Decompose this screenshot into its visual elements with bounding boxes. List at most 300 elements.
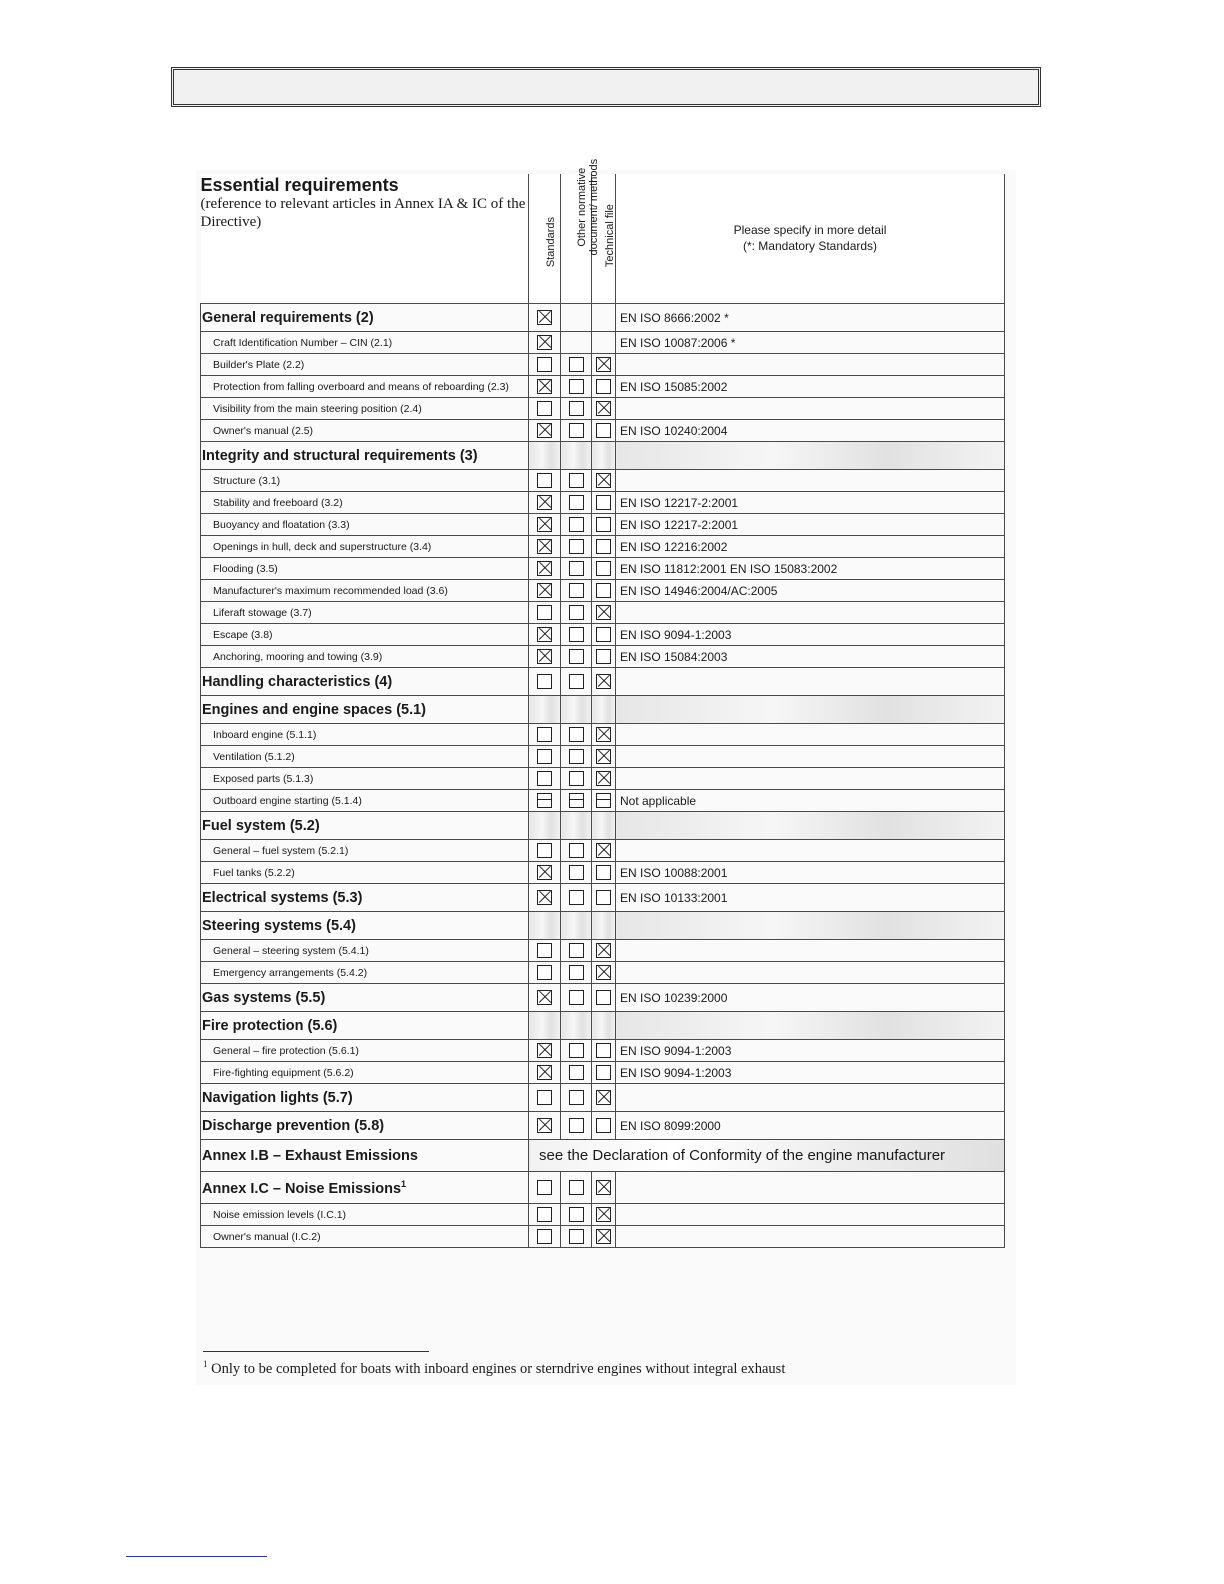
other-methods-checkbox[interactable] — [569, 793, 584, 808]
technical-file-checkbox[interactable] — [596, 1118, 611, 1133]
check-cell — [561, 304, 592, 332]
check-cell — [592, 470, 616, 492]
check-cell — [592, 668, 616, 696]
technical-file-checkbox[interactable] — [596, 357, 611, 372]
detail-cell — [616, 840, 1005, 862]
check-cell — [561, 580, 592, 602]
technical-file-checkbox[interactable] — [596, 674, 611, 689]
table-row — [201, 1204, 1005, 1226]
standards-checkbox[interactable] — [537, 627, 552, 642]
technical-file-checkbox[interactable] — [596, 561, 611, 576]
check-cell — [561, 602, 592, 624]
check-cell — [561, 724, 592, 746]
other-methods-checkbox[interactable] — [569, 1180, 584, 1195]
other-methods-checkbox[interactable] — [569, 605, 584, 620]
technical-file-checkbox[interactable] — [596, 771, 611, 786]
technical-file-checkbox[interactable] — [596, 539, 611, 554]
requirement-label — [201, 442, 529, 470]
check-cell — [529, 1084, 561, 1112]
other-methods-checkbox[interactable] — [569, 627, 584, 642]
requirement-text: Protection from falling overboard and means of reboarding (2.3) — [213, 380, 509, 393]
detail-cell — [616, 354, 1005, 376]
standards-checkbox[interactable] — [537, 771, 552, 786]
standards-checkbox[interactable] — [537, 965, 552, 980]
check-cell — [592, 304, 616, 332]
technical-file-checkbox[interactable] — [596, 627, 611, 642]
standards-checkbox[interactable] — [537, 605, 552, 620]
check-cell — [529, 1172, 561, 1204]
check-cell — [529, 470, 561, 492]
technical-file-checkbox[interactable] — [596, 1180, 611, 1195]
table-row — [201, 790, 1005, 812]
check-cell — [529, 840, 561, 862]
detail-cell: EN ISO 10240:2004 — [616, 420, 1005, 442]
check-cell — [592, 514, 616, 536]
check-cell — [592, 768, 616, 790]
standards-checkbox[interactable] — [537, 495, 552, 510]
check-cell — [592, 376, 616, 398]
standards-checkbox[interactable] — [537, 990, 552, 1005]
requirement-text: Flooding (3.5) — [213, 562, 278, 575]
requirement-label — [201, 1040, 529, 1062]
requirement-label — [201, 746, 529, 768]
standards-checkbox[interactable] — [537, 674, 552, 689]
requirement-text: Electrical systems (5.3) — [202, 889, 363, 906]
detail-cell: EN ISO 10088:2001 — [616, 862, 1005, 884]
detail-cell: EN ISO 12217-2:2001 — [616, 514, 1005, 536]
other-methods-checkbox[interactable] — [569, 561, 584, 576]
check-cell — [592, 398, 616, 420]
requirement-label — [201, 1204, 529, 1226]
check-cell — [529, 746, 561, 768]
check-cell — [592, 724, 616, 746]
other-methods-checkbox[interactable] — [569, 539, 584, 554]
requirement-text: Fuel tanks (5.2.2) — [213, 866, 295, 879]
standards-checkbox[interactable] — [537, 517, 552, 532]
requirement-label — [201, 1140, 529, 1172]
check-cell — [592, 884, 616, 912]
requirement-label — [201, 790, 529, 812]
shaded-cell — [561, 912, 592, 940]
detail-cell — [616, 1084, 1005, 1112]
standards-checkbox[interactable] — [537, 401, 552, 416]
detail-cell: EN ISO 15084:2003 — [616, 646, 1005, 668]
requirement-text: Steering systems (5.4) — [202, 917, 356, 934]
table-row — [201, 1012, 1005, 1040]
requirement-text: Fuel system (5.2) — [202, 817, 320, 834]
detail-cell: EN ISO 9094-1:2003 — [616, 624, 1005, 646]
detail-cell: Not applicable — [616, 790, 1005, 812]
other-methods-checkbox[interactable] — [569, 473, 584, 488]
detail-cell: EN ISO 10239:2000 — [616, 984, 1005, 1012]
detail-cell — [616, 1172, 1005, 1204]
shaded-cell — [561, 696, 592, 724]
check-cell — [561, 470, 592, 492]
technical-file-checkbox[interactable] — [596, 495, 611, 510]
requirement-text: Openings in hull, deck and superstructure (3.4) — [213, 540, 432, 553]
detail-cell — [616, 470, 1005, 492]
check-cell — [561, 420, 592, 442]
technical-file-checkbox[interactable] — [596, 865, 611, 880]
check-cell — [561, 984, 592, 1012]
requirement-text: Owner's manual (2.5) — [213, 424, 314, 437]
standards-checkbox[interactable] — [537, 1118, 552, 1133]
other-methods-checkbox[interactable] — [569, 727, 584, 742]
check-cell — [561, 790, 592, 812]
requirement-label — [201, 912, 529, 940]
check-cell — [529, 492, 561, 514]
other-methods-checkbox[interactable] — [569, 357, 584, 372]
standards-checkbox[interactable] — [537, 890, 552, 905]
requirement-label — [201, 1172, 529, 1204]
shaded-cell — [616, 696, 1005, 724]
table-row — [201, 768, 1005, 790]
requirement-text: Emergency arrangements (5.4.2) — [213, 966, 368, 979]
check-cell — [529, 580, 561, 602]
table-row — [201, 884, 1005, 912]
check-cell — [529, 862, 561, 884]
check-cell — [561, 376, 592, 398]
detail-cell — [616, 746, 1005, 768]
check-cell — [592, 558, 616, 580]
requirement-label — [201, 470, 529, 492]
technical-file-checkbox[interactable] — [596, 1090, 611, 1105]
detail-cell: EN ISO 10087:2006 * — [616, 332, 1005, 354]
technical-file-checkbox[interactable] — [596, 649, 611, 664]
other-methods-checkbox[interactable] — [569, 1229, 584, 1244]
standards-checkbox[interactable] — [537, 843, 552, 858]
check-cell — [561, 1172, 592, 1204]
standards-checkbox[interactable] — [537, 749, 552, 764]
other-methods-checkbox[interactable] — [569, 583, 584, 598]
detail-cell: EN ISO 12217-2:2001 — [616, 492, 1005, 514]
standards-checkbox[interactable] — [537, 423, 552, 438]
table-row — [201, 940, 1005, 962]
requirement-text: Exposed parts (5.1.3) — [213, 772, 314, 785]
standards-checkbox[interactable] — [537, 539, 552, 554]
check-cell — [561, 862, 592, 884]
requirement-label — [201, 768, 529, 790]
requirement-text: Craft Identification Number – CIN (2.1) — [213, 336, 393, 349]
requirement-text: Stability and freeboard (3.2) — [213, 496, 343, 509]
requirement-text: Inboard engine (5.1.1) — [213, 728, 317, 741]
check-cell — [592, 492, 616, 514]
requirement-text: General – steering system (5.4.1) — [213, 944, 369, 957]
other-methods-checkbox[interactable] — [569, 1118, 584, 1133]
check-cell — [561, 514, 592, 536]
check-cell — [592, 1084, 616, 1112]
requirement-text: Manufacturer's maximum recommended load (3.6) — [213, 584, 448, 597]
check-cell — [529, 398, 561, 420]
requirements-table — [200, 158, 1005, 1248]
standards-checkbox[interactable] — [537, 649, 552, 664]
requirement-label — [201, 558, 529, 580]
detail-cell — [616, 962, 1005, 984]
technical-file-checkbox[interactable] — [596, 990, 611, 1005]
requirement-text: Ventilation (5.1.2) — [213, 750, 295, 763]
other-methods-checkbox[interactable] — [569, 943, 584, 958]
detail-cell — [616, 768, 1005, 790]
technical-file-checkbox[interactable] — [596, 473, 611, 488]
other-methods-checkbox[interactable] — [569, 401, 584, 416]
other-methods-checkbox[interactable] — [569, 423, 584, 438]
technical-file-checkbox[interactable] — [596, 943, 611, 958]
check-cell — [561, 1112, 592, 1140]
check-cell — [592, 354, 616, 376]
table-row — [201, 602, 1005, 624]
other-methods-checkbox[interactable] — [569, 965, 584, 980]
shaded-cell — [616, 1012, 1005, 1040]
shaded-cell — [561, 442, 592, 470]
check-cell — [529, 304, 561, 332]
check-cell — [529, 354, 561, 376]
technical-file-checkbox[interactable] — [596, 727, 611, 742]
requirement-label — [201, 514, 529, 536]
technical-file-checkbox[interactable] — [596, 423, 611, 438]
detail-cell — [616, 602, 1005, 624]
header-other-label: Other normative document/ methods — [576, 158, 601, 256]
check-cell — [592, 1226, 616, 1248]
technical-file-checkbox[interactable] — [596, 401, 611, 416]
header-detail-line1: Please specify in more detail — [733, 222, 887, 237]
detail-cell: EN ISO 9094-1:2003 — [616, 1040, 1005, 1062]
shaded-cell — [592, 912, 616, 940]
check-cell — [529, 376, 561, 398]
detail-cell: EN ISO 9094-1:2003 — [616, 1062, 1005, 1084]
shaded-cell — [592, 1012, 616, 1040]
technical-file-checkbox[interactable] — [596, 1229, 611, 1244]
requirement-text: Escape (3.8) — [213, 628, 273, 641]
requirement-label — [201, 398, 529, 420]
other-methods-checkbox[interactable] — [569, 843, 584, 858]
requirement-label — [201, 1062, 529, 1084]
standards-checkbox[interactable] — [537, 1043, 552, 1058]
technical-file-checkbox[interactable] — [596, 583, 611, 598]
table-row — [201, 514, 1005, 536]
detail-cell — [616, 1226, 1005, 1248]
standards-checkbox[interactable] — [537, 379, 552, 394]
table-row — [201, 492, 1005, 514]
check-cell — [592, 332, 616, 354]
requirement-text: Discharge prevention (5.8) — [202, 1117, 385, 1134]
check-cell — [529, 1112, 561, 1140]
detail-cell: EN ISO 8666:2002 * — [616, 304, 1005, 332]
other-methods-checkbox[interactable] — [569, 749, 584, 764]
requirement-text: Fire-fighting equipment (5.6.2) — [213, 1066, 354, 1079]
check-cell — [529, 962, 561, 984]
check-cell — [561, 1040, 592, 1062]
check-cell — [561, 884, 592, 912]
detail-cell: EN ISO 11812:2001 EN ISO 15083:2002 — [616, 558, 1005, 580]
standards-checkbox[interactable] — [537, 1090, 552, 1105]
header-title: Essential requirements — [200, 175, 399, 195]
header-label-cell — [201, 174, 529, 304]
shaded-cell — [616, 912, 1005, 940]
table-row — [201, 442, 1005, 470]
technical-file-checkbox[interactable] — [596, 1207, 611, 1222]
other-methods-checkbox[interactable] — [569, 517, 584, 532]
shaded-cell — [592, 812, 616, 840]
other-methods-checkbox[interactable] — [569, 990, 584, 1005]
check-cell — [592, 624, 616, 646]
table-row — [201, 1040, 1005, 1062]
technical-file-checkbox[interactable] — [596, 843, 611, 858]
check-cell — [561, 558, 592, 580]
table-row — [201, 536, 1005, 558]
check-cell — [592, 746, 616, 768]
footnote-marker: 1 — [203, 1359, 208, 1369]
detail-cell: EN ISO 8099:2000 — [616, 1112, 1005, 1140]
other-methods-checkbox[interactable] — [569, 865, 584, 880]
table-row — [201, 812, 1005, 840]
other-methods-checkbox[interactable] — [569, 1207, 584, 1222]
standards-checkbox[interactable] — [537, 357, 552, 372]
technical-file-checkbox[interactable] — [596, 793, 611, 808]
detail-cell — [616, 398, 1005, 420]
other-methods-checkbox[interactable] — [569, 379, 584, 394]
check-cell — [529, 724, 561, 746]
technical-file-checkbox[interactable] — [596, 605, 611, 620]
table-row — [201, 862, 1005, 884]
table-row — [201, 646, 1005, 668]
requirement-text: Outboard engine starting (5.1.4) — [213, 794, 362, 807]
other-methods-checkbox[interactable] — [569, 890, 584, 905]
check-cell — [529, 602, 561, 624]
standards-checkbox[interactable] — [537, 1207, 552, 1222]
table-row — [201, 1112, 1005, 1140]
standards-checkbox[interactable] — [537, 943, 552, 958]
table-row — [201, 984, 1005, 1012]
technical-file-checkbox[interactable] — [596, 965, 611, 980]
standards-checkbox[interactable] — [537, 793, 552, 808]
other-methods-checkbox[interactable] — [569, 649, 584, 664]
detail-cell: EN ISO 10133:2001 — [616, 884, 1005, 912]
other-methods-checkbox[interactable] — [569, 771, 584, 786]
check-cell — [592, 840, 616, 862]
other-methods-checkbox[interactable] — [569, 1065, 584, 1080]
check-cell — [529, 1040, 561, 1062]
detail-cell — [616, 940, 1005, 962]
header-detail-line2: (*: Mandatory Standards) — [742, 238, 878, 253]
check-cell — [529, 420, 561, 442]
header-detail — [616, 174, 1005, 304]
requirement-text: Navigation lights (5.7) — [202, 1089, 353, 1106]
standards-checkbox[interactable] — [537, 583, 552, 598]
requirement-text: Visibility from the main steering position (2.4) — [213, 402, 422, 415]
table-row — [201, 398, 1005, 420]
table-row — [201, 580, 1005, 602]
standards-checkbox[interactable] — [537, 1065, 552, 1080]
shaded-cell — [616, 442, 1005, 470]
requirement-label — [201, 332, 529, 354]
check-cell — [561, 646, 592, 668]
standards-checkbox[interactable] — [537, 1229, 552, 1244]
detail-cell: EN ISO 12216:2002 — [616, 536, 1005, 558]
requirement-text: Noise emission levels (I.C.1) — [213, 1208, 347, 1221]
technical-file-checkbox[interactable] — [596, 749, 611, 764]
table-row — [201, 962, 1005, 984]
detail-cell: EN ISO 14946:2004/AC:2005 — [616, 580, 1005, 602]
check-cell — [529, 790, 561, 812]
footnote-rule — [203, 1351, 429, 1352]
table-row — [201, 724, 1005, 746]
check-cell — [592, 790, 616, 812]
check-cell — [561, 768, 592, 790]
requirement-label — [201, 668, 529, 696]
check-cell — [561, 962, 592, 984]
other-methods-checkbox[interactable] — [569, 495, 584, 510]
shaded-cell — [561, 812, 592, 840]
standards-checkbox[interactable] — [537, 561, 552, 576]
requirement-label — [201, 1012, 529, 1040]
table-row — [201, 1140, 1005, 1172]
technical-file-checkbox[interactable] — [596, 379, 611, 394]
check-cell — [529, 1062, 561, 1084]
check-cell — [561, 1062, 592, 1084]
requirement-label — [201, 580, 529, 602]
standards-checkbox[interactable] — [537, 865, 552, 880]
table-row — [201, 1062, 1005, 1084]
header-other — [561, 158, 601, 304]
requirement-text: Structure (3.1) — [213, 474, 281, 487]
standards-checkbox[interactable] — [537, 1180, 552, 1195]
check-cell — [529, 668, 561, 696]
check-cell — [592, 940, 616, 962]
standards-checkbox[interactable] — [537, 310, 552, 325]
footnote — [203, 1359, 785, 1378]
requirement-label — [201, 1084, 529, 1112]
other-methods-checkbox[interactable] — [569, 1090, 584, 1105]
check-cell — [592, 962, 616, 984]
requirement-text: Engines and engine spaces (5.1) — [202, 701, 427, 718]
other-methods-checkbox[interactable] — [569, 1043, 584, 1058]
check-cell — [561, 746, 592, 768]
requirement-text: Handling characteristics (4) — [202, 673, 393, 690]
check-cell — [529, 514, 561, 536]
footnote-ref: 1 — [401, 1178, 407, 1189]
shaded-cell — [561, 1012, 592, 1040]
requirement-text: Anchoring, mooring and towing (3.9) — [213, 650, 383, 663]
check-cell — [529, 624, 561, 646]
check-cell — [592, 602, 616, 624]
technical-file-checkbox[interactable] — [596, 890, 611, 905]
check-cell — [561, 398, 592, 420]
footnote-text: Only to be completed for boats with inboard engines or sterndrive engines without integral exhaust — [211, 1360, 786, 1377]
other-methods-checkbox[interactable] — [569, 674, 584, 689]
standards-checkbox[interactable] — [537, 727, 552, 742]
requirement-label — [201, 962, 529, 984]
check-cell — [592, 536, 616, 558]
technical-file-checkbox[interactable] — [596, 1065, 611, 1080]
table-row — [201, 668, 1005, 696]
requirement-text: Liferaft stowage (3.7) — [213, 606, 312, 619]
requirement-label — [201, 724, 529, 746]
table-row — [201, 624, 1005, 646]
shaded-cell — [529, 442, 561, 470]
technical-file-checkbox[interactable] — [596, 517, 611, 532]
standards-checkbox[interactable] — [537, 473, 552, 488]
technical-file-checkbox[interactable] — [596, 1043, 611, 1058]
header-standards-label: Standards — [544, 216, 557, 267]
check-cell — [561, 1084, 592, 1112]
table-row — [201, 332, 1005, 354]
table-row — [201, 376, 1005, 398]
table-row — [201, 1226, 1005, 1248]
requirement-text: General – fuel system (5.2.1) — [213, 844, 349, 857]
merged-note: see the Declaration of Conformity of the engine manufacturer — [529, 1140, 1005, 1172]
standards-checkbox[interactable] — [537, 335, 552, 350]
check-cell — [592, 646, 616, 668]
